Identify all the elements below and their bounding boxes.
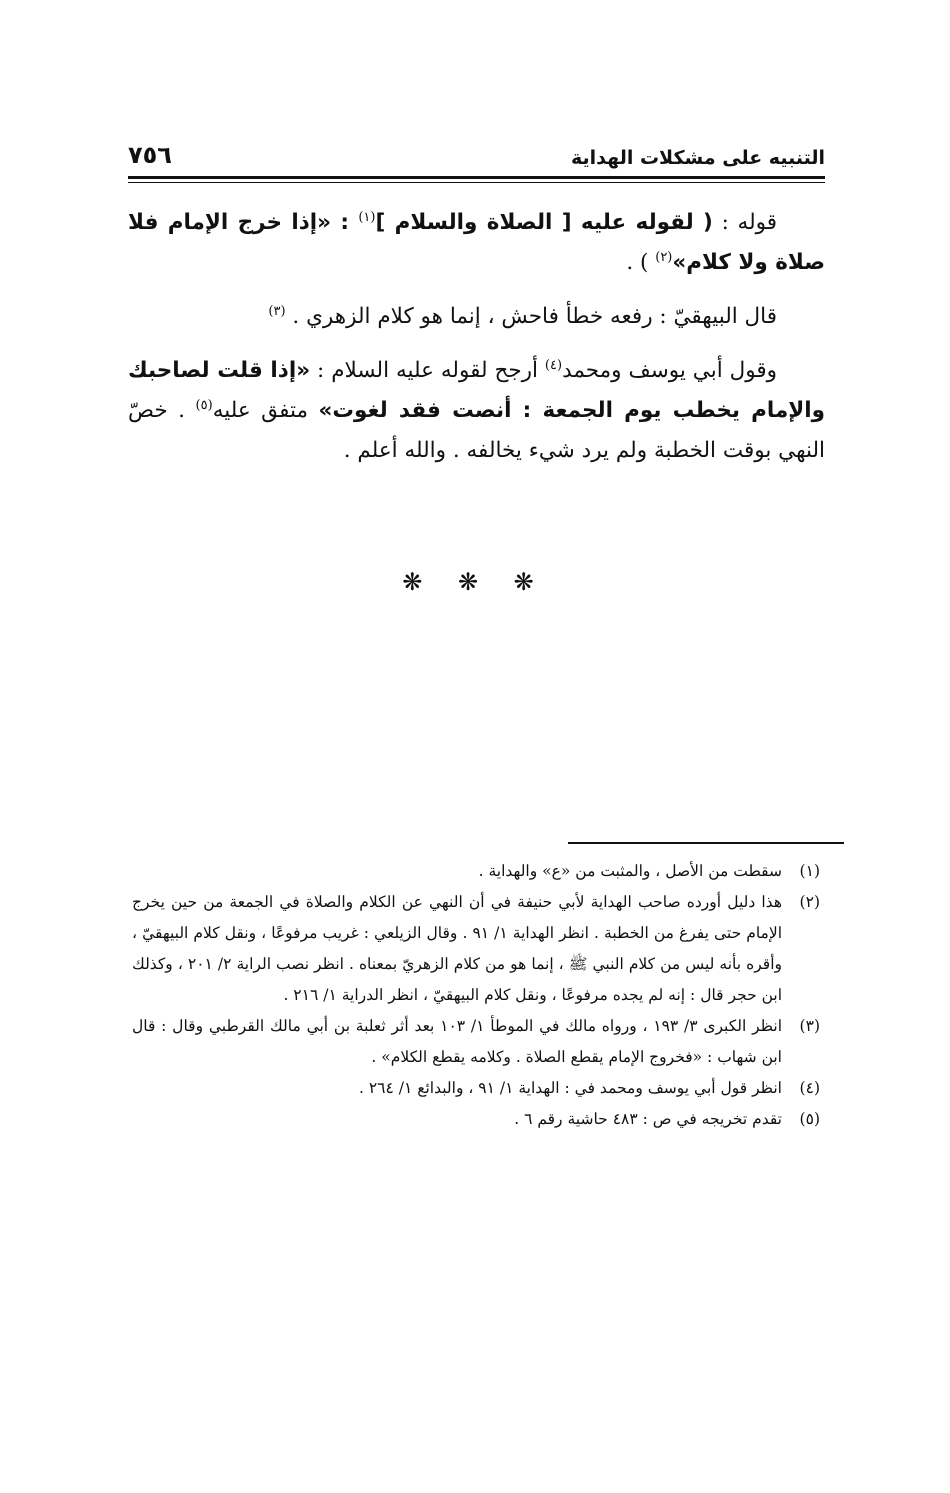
footnote bbox=[132, 856, 820, 887]
footnote-text: تقدم تخريجه في ص : ٤٨٣ حاشية رقم ٦ . bbox=[514, 1110, 782, 1128]
p3-c: متفق عليه bbox=[212, 398, 319, 423]
paragraph-1 bbox=[128, 203, 825, 283]
p2-text: قال البيهقيّ : رفعه خطأ فاحش ، إنما هو كلام الزهري . bbox=[292, 304, 777, 329]
page-number: ٧٥٦ bbox=[128, 141, 172, 169]
footnote-number: (٣) bbox=[799, 1017, 820, 1035]
footnote-ref-1[interactable]: (١) bbox=[358, 209, 376, 225]
header-rule-thin bbox=[128, 182, 825, 183]
p1-lead: قوله : bbox=[712, 210, 778, 235]
footnote-rule bbox=[568, 842, 844, 844]
p3-b: أرجح لقوله عليه السلام : bbox=[310, 358, 545, 383]
footnote bbox=[132, 1011, 820, 1073]
running-header bbox=[128, 133, 825, 169]
header-rule-thick bbox=[128, 176, 825, 179]
footnote-number: (٤) bbox=[799, 1079, 820, 1097]
footnote-number: (٢) bbox=[799, 893, 820, 911]
footnote bbox=[132, 887, 820, 1011]
section-separator: ❋ ❋ ❋ bbox=[402, 568, 548, 596]
footnotes bbox=[132, 856, 820, 1135]
footnote-text: هذا دليل أورده صاحب الهداية لأبي حنيفة في أن النهي عن الكلام والصلاة في الجمعة من حين يخرج الإمام حتى يفرغ من الخطبة . انظر الهداية ١/ ٩١ . وقال الزيلعي : غريب مرفوعًا ، ونقل كلام البيهقيّ ، وأقره بأنه ليس من كلام النبي ﷺ ، إنما هو من كلام الزهريّ بمعناه . انظر نصب الراية ٢/ ٢٠١ ، وكذلك ابن حجر قال : إنه لم يجده مرفوعًا ، ونقل كلام البيهقيّ ، انظر الدراية ١/ ٢١٦ . bbox=[132, 893, 783, 1004]
footnote-ref-4[interactable]: (٤) bbox=[544, 357, 563, 373]
footnote-text: انظر الكبرى ٣/ ١٩٣ ، ورواه مالك في الموطأ ١/ ١٠٣ بعد أثر ثعلبة بن أبي مالك القرطبي وقال : قال ابن شهاب : «فخروج الإمام يقطع الصلاة . وكلامه يقطع الكلام» . bbox=[132, 1017, 782, 1066]
footnote-text: سقطت من الأصل ، والمثبت من «ع» والهداية . bbox=[478, 862, 782, 880]
paragraph-3 bbox=[128, 351, 825, 471]
footnote-number: (٥) bbox=[799, 1110, 820, 1128]
footnote bbox=[132, 1104, 820, 1135]
p3-d: . خصّ النهي بوقت الخطبة ولم يرد شيء يخالفه . والله أعلم . bbox=[128, 398, 825, 463]
footnote-ref-5[interactable]: (٥) bbox=[195, 397, 213, 413]
paragraph-2 bbox=[128, 297, 825, 337]
p1-tail: ) . bbox=[626, 250, 656, 275]
p1-hadith: : «إذا خرج الإمام فلا صلاة ولا كلام» bbox=[128, 210, 825, 275]
footnote-number: (١) bbox=[799, 862, 820, 880]
p3-hadith-bold: «إذا قلت لصاحبك والإمام يخطب يوم الجمعة : أنصت فقد لغوت» bbox=[128, 358, 825, 423]
footnote bbox=[132, 1073, 820, 1104]
footnote-text: انظر قول أبي يوسف ومحمد في : الهداية ١/ ٩١ ، والبدائع ١/ ٢٦٤ . bbox=[358, 1079, 782, 1097]
p1-quote-bold: ( لقوله عليه [ الصلاة والسلام ] bbox=[375, 210, 713, 235]
p3-a: وقول أبي يوسف ومحمد bbox=[562, 358, 777, 383]
footnote-ref-2[interactable]: (٢) bbox=[655, 249, 673, 265]
main-text bbox=[128, 203, 825, 485]
running-title: التنبيه على مشكلات الهداية bbox=[571, 147, 825, 169]
footnote-ref-3[interactable]: (٣) bbox=[268, 303, 286, 319]
